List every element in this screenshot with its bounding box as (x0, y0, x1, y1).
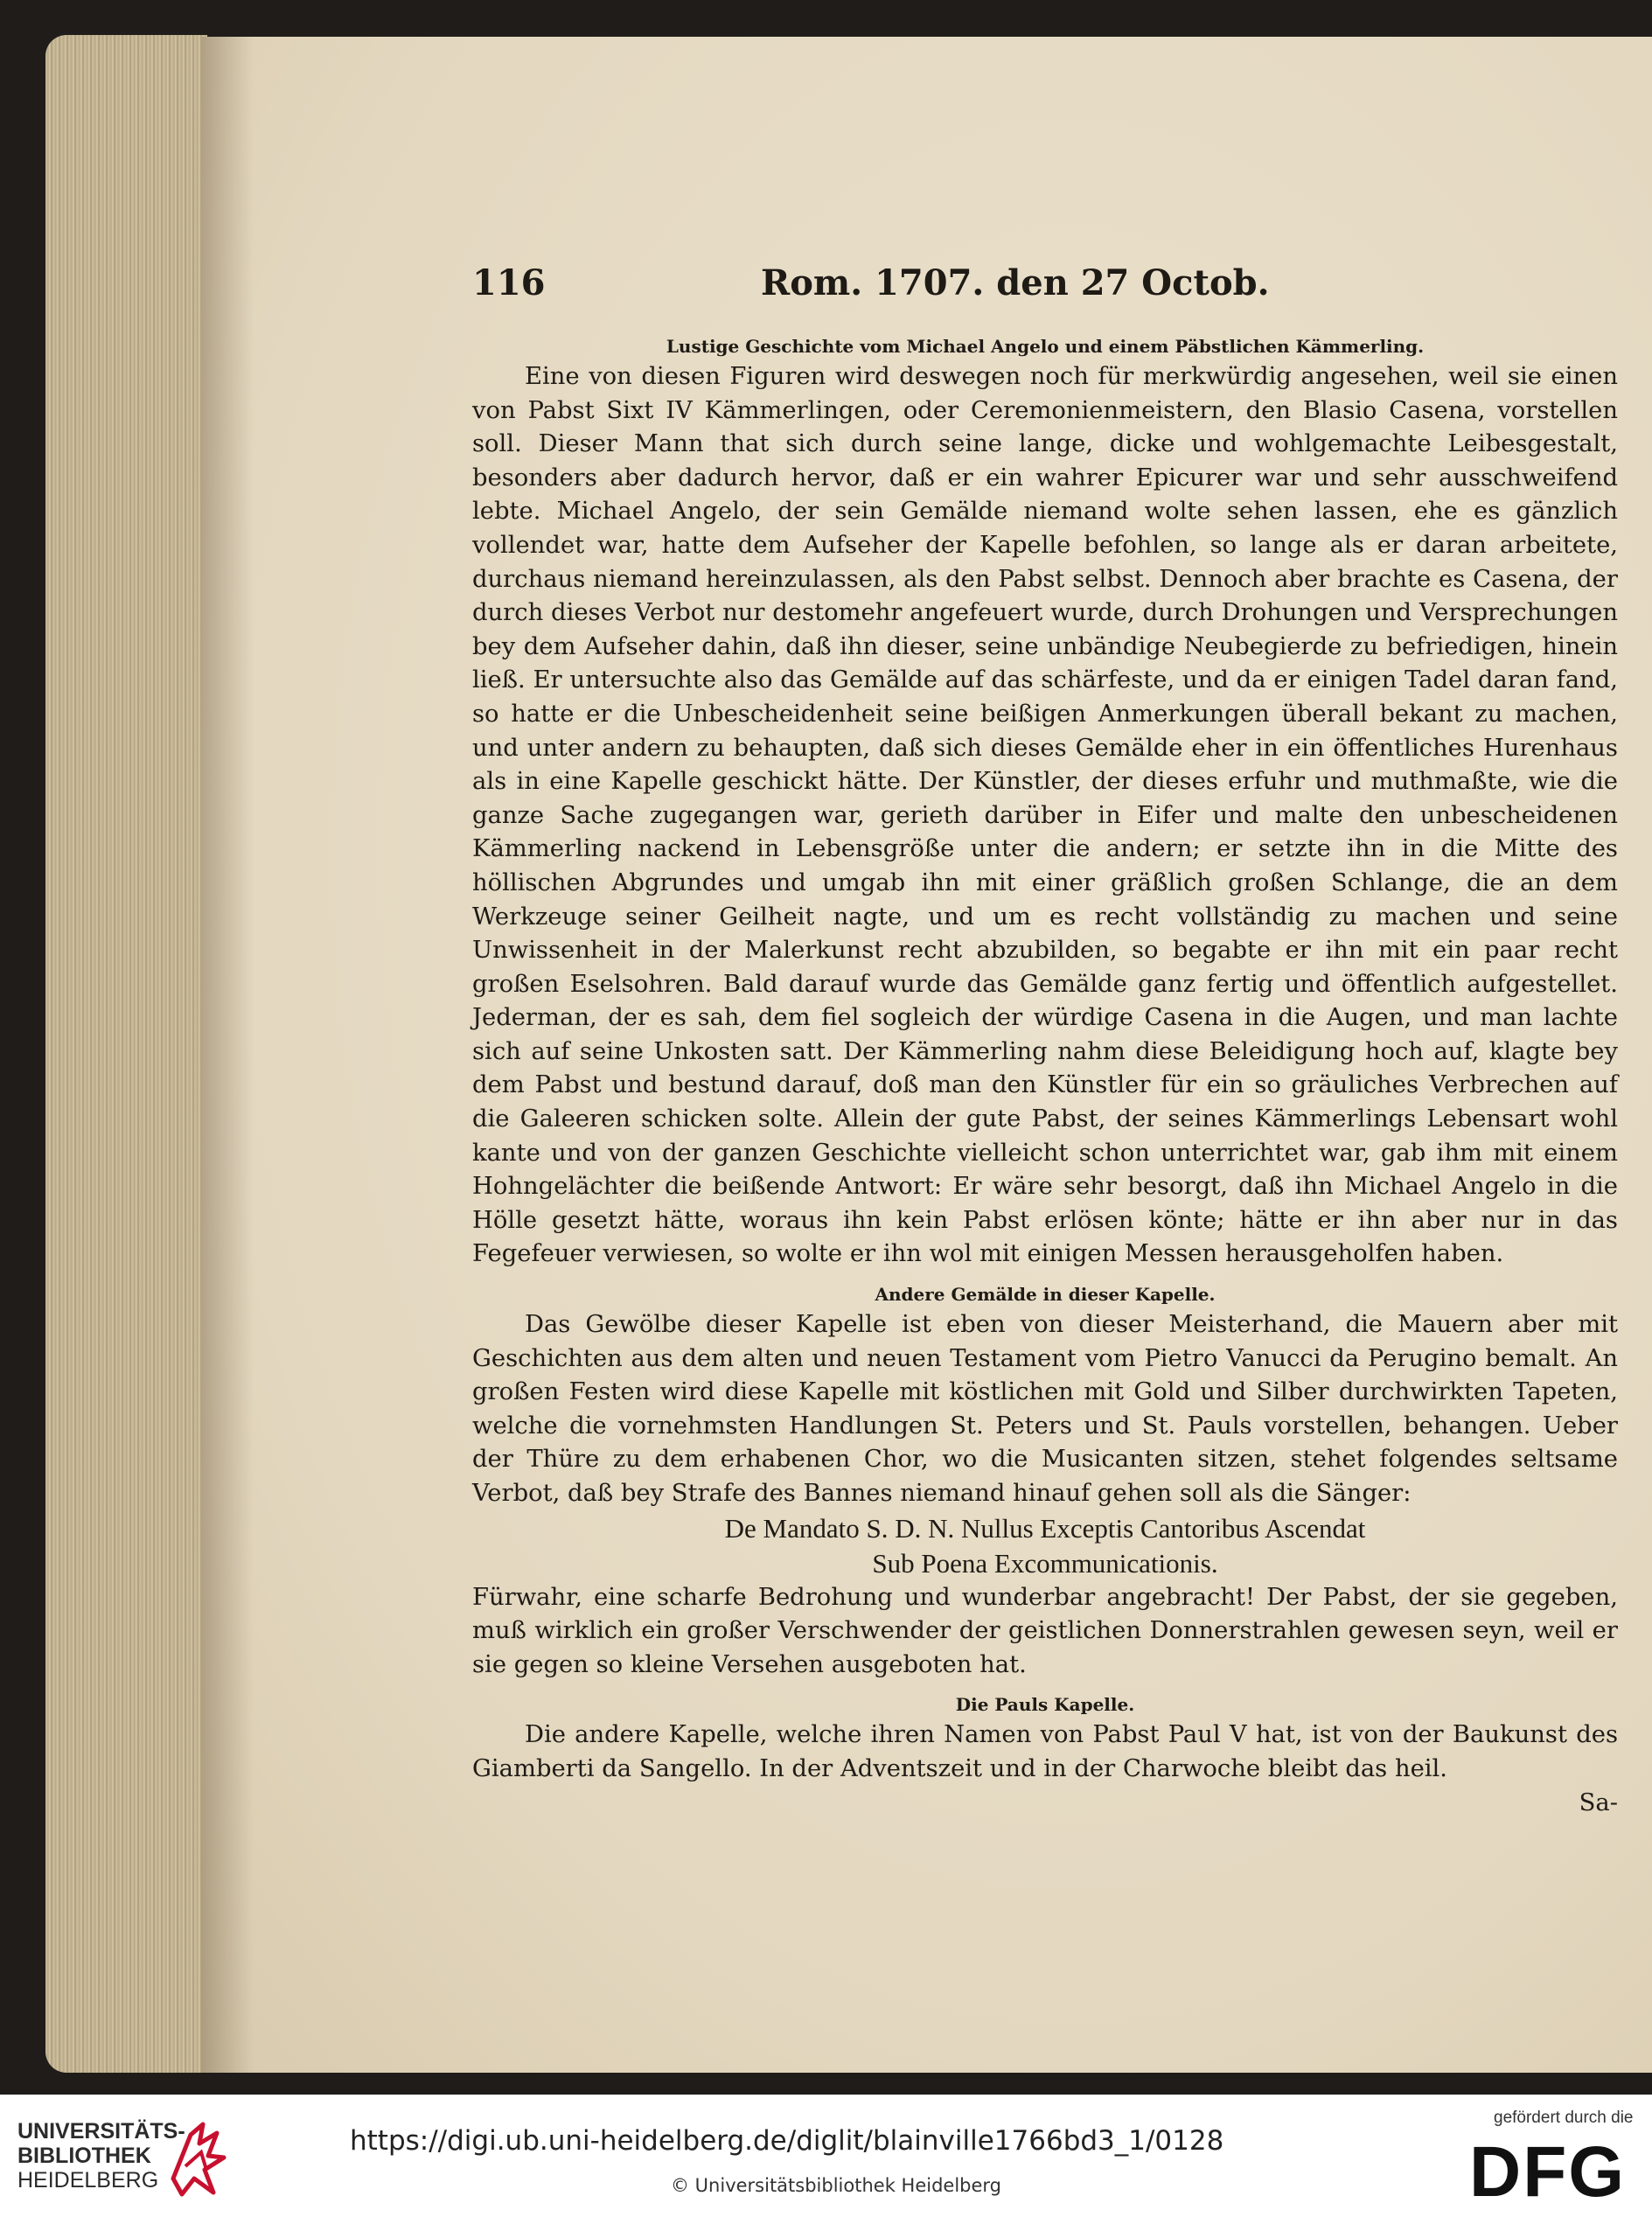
section-heading-3: Die Pauls Kapelle. (955, 1694, 1135, 1716)
section-heading-1: Lustige Geschichte vom Michael Angelo und einem Päbstlichen Kämmerling. (666, 336, 1425, 357)
heidelberg-lion-icon (164, 2117, 231, 2198)
latin-inscription-line-2: Sub Poena Excommunicationis. (872, 1547, 1218, 1579)
page-number: 116 (472, 262, 546, 303)
page-gutter-shadow (201, 37, 254, 2073)
funding-label: gefördert durch die (1494, 2109, 1634, 2127)
page-text (472, 262, 1618, 1820)
library-name-line-2: BIBLIOTHEK (17, 2144, 151, 2168)
paragraph-4: Die andere Kapelle, welche ihren Namen von Pabst Paul V hat, ist von der Baukunst des Giamberti da Sangello. In der Adventszeit und in der Charwoche bleibt das heil. (472, 1721, 1618, 1782)
library-name-line-1: UNIVERSITÄTS- (17, 2119, 185, 2144)
viewer-footer (0, 2095, 1652, 2217)
section-heading-2: Andere Gemälde in dieser Kapelle. (875, 1284, 1216, 1306)
paragraph-1: Eine von diesen Figuren wird deswegen noch für merkwürdig angesehen, weil sie einen von Pabst Sixt IV Kämmerlingen, oder Ceremonienmeistern, den Blasio Casena, vorstellen soll. Dieser Mann that sich durch seine lange, dicke und wohlgemachte Leibesgestalt, besonders aber dadurch hervor, daß er ein wahrer Epicurer war und sehr ausschweifend lebte. Michael Angelo, der sein Gemälde niemand wolte sehen lassen, ehe es gänzlich vollendet war, hatte dem Aufseher der Kapelle befohlen, so lange als er daran arbeitete, durchaus niemand hereinzulassen, als den Pabst selbst. Dennoch aber brachte es Casena, der durch dieses Verbot nur destomehr angefeuert wurde, durch Drohungen und Versprechungen bey dem Aufseher dahin, daß ihn dieser, seine unbändige Neubegierde zu befriedigen, hinein ließ. Er untersuchte also das Gemälde auf das schärfeste, und da er einigen Tadel daran fand, so hatte er die Unbescheidenheit seine beißigen Anmerkungen überall bekant zu machen, und unter andern zu behaupten, daß sich dieses Gemälde eher in ein öffentliches Hurenhaus als in eine Kapelle geschickt hätte. Der Künstler, der dieses erfuhr und muthmaßte, wie die ganze Sache zugegangen war, gerieth darüber in Eifer und malte den unbescheidenen Kämmerling nackend in Lebensgröße unter die andern; er setzte ihn in die Mitte des höllischen Abgrundes und umgab ihn mit einer gräßlich großen Schlange, die an dem Werkzeuge seiner Geilheit nagte, und um es recht vollständig zu machen und seine Unwissenheit in der Malerkunst recht abzubilden, so begabte er ihn mit ein paar recht großen Eselsohren. Bald darauf wurde das Gemälde ganz fertig und öffentlich aufgestellet. Jederman, der es sah, dem fiel sogleich der würdige Casena in die Augen, und man lachte sich auf seine Unkosten satt. Der Kämmerling nahm diese Beleidigung hoch auf, klagte bey dem Pabst und bestund darauf, doß man den Künstler für ein so gräuliches Verbrechen auf die Galeeren schicken solte. Allein der gute Pabst, der seines Kämmerlings Lebensart wohl kante und von der ganzen Geschichte vielleicht schon unterrichtet war, gab ihm mit einem Hohngelächter die beißende Antwort: Er wäre sehr besorgt, daß ihn Michael Angelo in die Hölle gesetzt hätte, woraus ihn kein Pabst erlösen könte; hätte er ihn aber nur in das Fegefeuer verwiesen, so wolte er ihn wol mit einigen Messen herausgeholfen haben. (472, 363, 1618, 1268)
running-head (472, 262, 1618, 324)
paragraph-2: Das Gewölbe dieser Kapelle ist eben von dieser Meisterhand, die Mauern aber mit Geschichten aus dem alten und neuen Testament vom Pietro Vanucci da Perugino bemalt. An großen Festen wird diese Kapelle mit köstlichen mit Gold und Silber durchwirkten Tapeten, welche die vornehmsten Handlungen St. Peters und St. Pauls vorstellen, behangen. Ueber der Thüre zu dem erhabenen Chor, wo die Musicanten sitzen, stehet folgendes seltsame Verbot, daß bey Strafe des Bannes niemand hinauf gehen soll als die Sänger: (472, 1311, 1618, 1507)
library-logo-text[interactable] (17, 2119, 185, 2193)
running-title: Rom. 1707. den 27 Octob. (761, 262, 1270, 303)
book-page-edges (45, 35, 207, 2073)
paragraph-3: Fürwahr, eine scharfe Bedrohung und wunderbar angebracht! Der Pabst, der sie gegeben, muß wirklich ein großer Verschwender der geistlichen Donnerstrahlen gewesen seyn, weil er sie gegen so kleine Versehen ausgeboten hat. (472, 1583, 1618, 1678)
library-name-line-3: HEIDELBERG (17, 2168, 159, 2193)
dfg-logo[interactable]: DFG (1469, 2132, 1627, 2212)
permalink-url[interactable]: https://digi.ub.uni-heidelberg.de/diglit/blainville1766bd3_1/0128 (350, 2125, 1224, 2157)
copyright-notice: © Universitätsbibliothek Heidelberg (671, 2175, 1002, 2196)
latin-inscription-line-1: De Mandato S. D. N. Nullus Exceptis Cantoribus Ascendat (724, 1512, 1366, 1544)
catchword: Sa- (1579, 1788, 1618, 1816)
